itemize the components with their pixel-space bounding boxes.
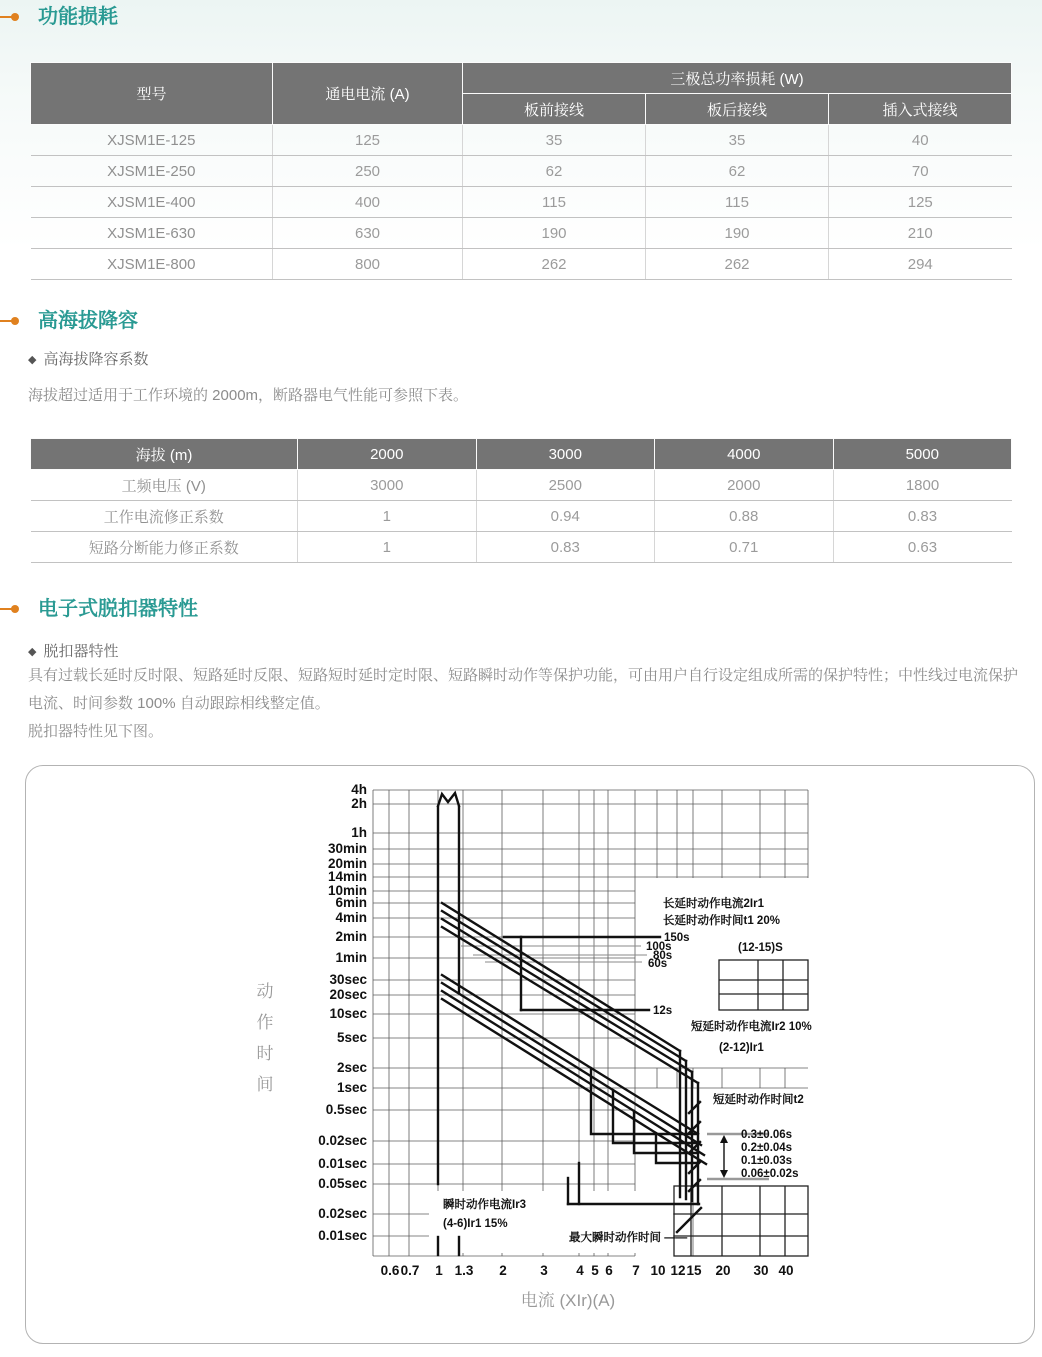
- svg-text:0.05sec: 0.05sec: [318, 1176, 367, 1191]
- table-row: [31, 187, 1012, 218]
- svg-text:2h: 2h: [351, 796, 367, 811]
- table-cell: 35: [646, 125, 829, 156]
- title-marker-dot: [11, 13, 19, 21]
- svg-text:7: 7: [632, 1263, 640, 1278]
- title-marker-dot: [11, 317, 19, 325]
- section-title-trip-unit: [0, 596, 198, 622]
- table-cell: 125: [273, 125, 463, 156]
- svg-text:6: 6: [605, 1263, 613, 1278]
- table-cell: 125: [829, 187, 1012, 218]
- table-cell: 0.71: [655, 532, 834, 563]
- svg-text:1: 1: [435, 1263, 443, 1278]
- svg-text:作: 作: [256, 1013, 274, 1032]
- col-header-model: 型号: [31, 63, 273, 125]
- col-header-current: 通电电流 (A): [273, 63, 463, 125]
- table-cell: 3000: [298, 470, 477, 501]
- svg-text:100s: 100s: [646, 941, 672, 953]
- svg-text:0.3±0.06s: 0.3±0.06s: [741, 1129, 793, 1141]
- table-cell: XJSM1E-250: [31, 156, 273, 187]
- table-row: [31, 470, 1012, 501]
- svg-text:最大瞬时动作时间 ——: 最大瞬时动作时间 ——: [569, 1232, 688, 1244]
- col-header-3000: 3000: [476, 439, 655, 470]
- altitude-subtitle: ◆ 高海拔降容系数: [28, 351, 149, 368]
- title-marker-dot: [11, 605, 19, 613]
- table-cell: 短路分断能力修正系数: [31, 532, 298, 563]
- table-cell: 62: [646, 156, 829, 187]
- svg-text:2min: 2min: [335, 929, 367, 944]
- trip-curve-figure-frame: [25, 765, 1035, 1344]
- col-header-plugin-wiring: 插入式接线: [829, 94, 1012, 125]
- power-loss-table: [30, 62, 1012, 280]
- svg-text:10min: 10min: [327, 883, 367, 898]
- table-cell: 800: [273, 249, 463, 280]
- table-cell: 400: [273, 187, 463, 218]
- section-title-text: 高海拔降容: [38, 310, 138, 332]
- svg-text:0.01sec: 0.01sec: [318, 1156, 367, 1171]
- altitude-derating-table: [30, 438, 1012, 563]
- table-cell: 35: [463, 125, 646, 156]
- diamond-bullet-icon: ◆: [28, 646, 37, 658]
- svg-text:0.06±0.02s: 0.06±0.02s: [741, 1168, 799, 1180]
- table-cell: 2500: [476, 470, 655, 501]
- col-header-4000: 4000: [655, 439, 834, 470]
- svg-text:30min: 30min: [327, 841, 367, 856]
- svg-text:4h: 4h: [351, 782, 367, 797]
- section-title-altitude: [0, 308, 138, 334]
- table-cell: 40: [829, 125, 1012, 156]
- altitude-table-body: [31, 470, 1012, 563]
- svg-text:长延时动作电流2Ir1: 长延时动作电流2Ir1: [663, 898, 764, 910]
- trip-unit-description: 具有过载长延时反时限、短路延时反限、短路短时延时定时限、短路瞬时动作等保护功能，可由用户自行设定组成所需的保护特性；中性线过电流保护电流、时间参数 100% 自动跟踪相线整定值。: [28, 667, 1019, 712]
- table-cell: 2000: [655, 470, 834, 501]
- table-cell: 0.88: [655, 501, 834, 532]
- table-cell: 190: [646, 218, 829, 249]
- svg-text:(4-6)Ir1 15%: (4-6)Ir1 15%: [443, 1218, 508, 1230]
- table-cell: 250: [273, 156, 463, 187]
- table-cell: 1: [298, 501, 477, 532]
- svg-text:15: 15: [686, 1263, 702, 1278]
- section-title-power-loss: [0, 4, 118, 30]
- col-header-altitude: 海拔 (m): [31, 439, 298, 470]
- table-cell: 294: [829, 249, 1012, 280]
- svg-text:10sec: 10sec: [329, 1006, 367, 1021]
- svg-text:4min: 4min: [335, 910, 367, 925]
- svg-text:60s: 60s: [648, 958, 668, 970]
- svg-text:12: 12: [670, 1263, 686, 1278]
- svg-text:(2-12)Ir1: (2-12)Ir1: [719, 1042, 764, 1054]
- svg-text:短延时动作时间t2: 短延时动作时间t2: [713, 1094, 804, 1106]
- svg-text:(12-15)S: (12-15)S: [738, 942, 783, 954]
- svg-text:0.7: 0.7: [400, 1263, 420, 1278]
- table-cell: 1: [298, 532, 477, 563]
- svg-text:1h: 1h: [351, 825, 367, 840]
- table-cell: XJSM1E-800: [31, 249, 273, 280]
- svg-text:20: 20: [715, 1263, 731, 1278]
- col-header-rear-wiring: 板后接线: [646, 94, 829, 125]
- col-header-front-wiring: 板前接线: [463, 94, 646, 125]
- col-header-5000: 5000: [833, 439, 1012, 470]
- svg-text:间: 间: [256, 1075, 274, 1094]
- svg-text:0.2±0.04s: 0.2±0.04s: [741, 1142, 793, 1154]
- svg-text:3: 3: [540, 1263, 548, 1278]
- table-cell: 1800: [833, 470, 1012, 501]
- svg-text:2: 2: [499, 1263, 507, 1278]
- svg-text:80s: 80s: [653, 950, 673, 962]
- svg-text:时: 时: [256, 1044, 274, 1063]
- svg-text:瞬时动作电流Ir3: 瞬时动作电流Ir3: [443, 1199, 527, 1211]
- altitude-note: 海拔超过适用于工作环境的 2000m，断路器电气性能可参照下表。: [28, 387, 469, 404]
- section-title-text: 电子式脱扣器特性: [38, 598, 198, 620]
- trip-unit-figure-note: 脱扣器特性见下图。: [28, 723, 164, 740]
- table-row: [31, 501, 1012, 532]
- table-cell: 210: [829, 218, 1012, 249]
- col-header-2000: 2000: [298, 439, 477, 470]
- table-cell: XJSM1E-125: [31, 125, 273, 156]
- section-title-text: 功能损耗: [38, 6, 118, 28]
- table-cell: 190: [463, 218, 646, 249]
- table-cell: 630: [273, 218, 463, 249]
- svg-text:长延时动作时间t1 20%: 长延时动作时间t1 20%: [663, 915, 780, 927]
- table-cell: 0.83: [833, 501, 1012, 532]
- svg-text:6min: 6min: [335, 895, 367, 910]
- svg-text:0.02sec: 0.02sec: [318, 1133, 367, 1148]
- power-loss-table-body: [31, 125, 1012, 280]
- diamond-bullet-icon: ◆: [28, 354, 37, 366]
- svg-text:5: 5: [591, 1263, 599, 1278]
- svg-text:1sec: 1sec: [336, 1080, 367, 1095]
- svg-text:14min: 14min: [327, 869, 367, 884]
- svg-text:150s: 150s: [664, 932, 690, 944]
- svg-text:12s: 12s: [653, 1005, 673, 1017]
- svg-text:电流 (XIr)(A): 电流 (XIr)(A): [520, 1291, 616, 1310]
- table-cell: 115: [646, 187, 829, 218]
- svg-text:5sec: 5sec: [336, 1030, 367, 1045]
- table-cell: 工作电流修正系数: [31, 501, 298, 532]
- svg-text:0.01sec: 0.01sec: [318, 1228, 367, 1243]
- table-cell: 70: [829, 156, 1012, 187]
- svg-text:短延时动作电流Ir2 10%: 短延时动作电流Ir2 10%: [691, 1021, 812, 1033]
- table-cell: 262: [646, 249, 829, 280]
- col-header-group: 三极总功率损耗 (W): [463, 63, 1012, 94]
- svg-text:20min: 20min: [327, 856, 367, 871]
- svg-text:2sec: 2sec: [336, 1060, 367, 1075]
- svg-text:4: 4: [576, 1263, 584, 1278]
- table-cell: 0.63: [833, 532, 1012, 563]
- trip-unit-subtitle: ◆ 脱扣器特性: [28, 643, 119, 660]
- table-cell: 62: [463, 156, 646, 187]
- svg-text:10: 10: [650, 1263, 666, 1278]
- svg-text:30: 30: [753, 1263, 769, 1278]
- table-row: [31, 218, 1012, 249]
- table-row: [31, 532, 1012, 563]
- svg-text:30sec: 30sec: [329, 972, 367, 987]
- table-cell: XJSM1E-630: [31, 218, 273, 249]
- svg-text:1.3: 1.3: [454, 1263, 474, 1278]
- svg-text:1min: 1min: [335, 950, 367, 965]
- svg-text:0.1±0.03s: 0.1±0.03s: [741, 1155, 793, 1167]
- table-cell: 0.94: [476, 501, 655, 532]
- table-cell: 115: [463, 187, 646, 218]
- table-row: [31, 156, 1012, 187]
- table-row: [31, 249, 1012, 280]
- table-row: [31, 125, 1012, 156]
- trip-curve-chart: [26, 766, 1034, 1343]
- svg-text:0.5sec: 0.5sec: [325, 1102, 367, 1117]
- table-cell: 工频电压 (V): [31, 470, 298, 501]
- table-cell: 262: [463, 249, 646, 280]
- svg-text:40: 40: [778, 1263, 794, 1278]
- table-cell: XJSM1E-400: [31, 187, 273, 218]
- svg-text:动: 动: [256, 982, 274, 1001]
- svg-text:0.02sec: 0.02sec: [318, 1206, 367, 1221]
- table-cell: 0.83: [476, 532, 655, 563]
- svg-text:20sec: 20sec: [329, 987, 367, 1002]
- svg-text:0.6: 0.6: [380, 1263, 400, 1278]
